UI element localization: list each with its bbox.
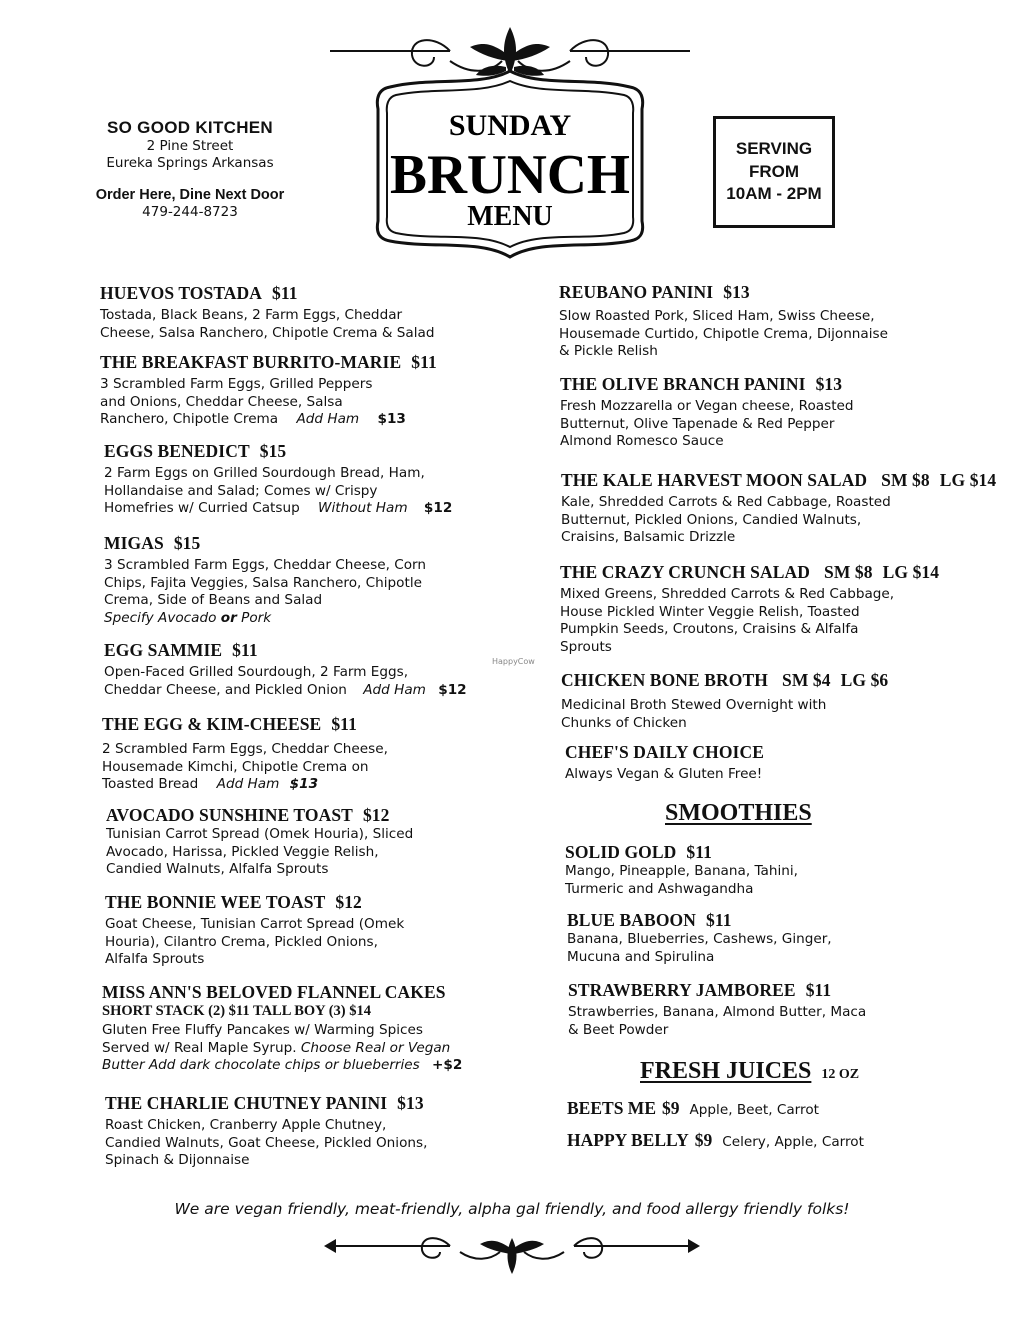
item-desc-line: Ranchero, Chipotle Crema bbox=[100, 411, 279, 428]
item-price: $12 bbox=[335, 892, 362, 912]
juices-title: FRESH JUICES bbox=[640, 1058, 812, 1084]
item-desc-line: Always Vegan & Gluten Free! bbox=[565, 766, 763, 782]
juice-ingredients: Celery, Apple, Carrot bbox=[722, 1134, 864, 1150]
menu-item-chicken-bone-broth bbox=[561, 670, 888, 732]
item-desc-line: Gluten Free Fluffy Pancakes w/ Warming Spices bbox=[102, 1022, 423, 1038]
item-price: $11 bbox=[411, 352, 437, 372]
item-desc-line: Turmeric and Ashwagandha bbox=[565, 880, 754, 897]
item-name: MISS ANN'S BELOVED FLANNEL CAKES bbox=[102, 982, 446, 1002]
item-desc-line: Housemade Curtido, Chipotle Crema, Dijonnaise bbox=[559, 325, 888, 342]
item-desc-line: 2 Scrambled Farm Eggs, Cheddar Cheese, bbox=[102, 741, 388, 757]
bottom-ornament bbox=[320, 1228, 704, 1278]
item-desc-line: Hollandaise and Salad; Comes w/ Crispy bbox=[104, 482, 378, 499]
address-line-2: Eureka Springs Arkansas bbox=[106, 155, 274, 172]
item-price-small: SM $8 bbox=[823, 562, 873, 582]
menu-item-egg-kim-cheese bbox=[102, 714, 388, 794]
title-brunch: BRUNCH bbox=[390, 144, 630, 206]
item-desc-line: Butternut, Olive Tapenade & Red Pepper bbox=[560, 415, 835, 432]
item-name: SOLID GOLD bbox=[565, 842, 677, 862]
item-price-small: SM $8 bbox=[881, 470, 930, 490]
item-desc-line: Candied Walnuts, Alfalfa Sprouts bbox=[106, 861, 329, 878]
menu-item-eggs-benedict bbox=[104, 441, 452, 518]
item-name: THE OLIVE BRANCH PANINI bbox=[560, 374, 806, 394]
item-option-or: or bbox=[220, 609, 237, 626]
smoothie-strawberry-jamboree bbox=[568, 980, 866, 1039]
juice-price: $9 bbox=[694, 1130, 713, 1150]
juice-name: BEETS ME bbox=[567, 1098, 656, 1118]
title-sunday: SUNDAY bbox=[448, 109, 572, 142]
item-price: $11 bbox=[232, 640, 258, 660]
menu-item-charlie-chutney-panini bbox=[105, 1093, 427, 1170]
order-note: Order Here, Dine Next Door bbox=[95, 187, 285, 203]
item-name: THE CRAZY CRUNCH SALAD bbox=[560, 562, 810, 582]
item-price: $11 bbox=[805, 980, 832, 1000]
happycow-watermark: HappyCow bbox=[492, 657, 535, 666]
kitchen-name: SO GOOD KITCHEN bbox=[106, 118, 273, 137]
item-price: $11 bbox=[331, 714, 357, 734]
item-name: THE CHARLIE CHUTNEY PANINI bbox=[105, 1093, 388, 1113]
menu-item-crazy-crunch-salad bbox=[560, 562, 939, 656]
item-desc-italic: Butter Add dark chocolate chips or blueberries bbox=[102, 1057, 420, 1074]
serving-line-3: 10AM - 2PM bbox=[726, 184, 822, 204]
item-desc-line: Open-Faced Grilled Sourdough, 2 Farm Eggs, bbox=[104, 664, 409, 680]
item-desc-line: Butternut, Pickled Onions, Candied Walnuts, bbox=[561, 511, 862, 528]
item-desc-line: Craisins, Balsamic Drizzle bbox=[561, 529, 736, 546]
item-price: $11 bbox=[272, 283, 298, 303]
item-price: $13 bbox=[815, 374, 843, 394]
smoothie-blue-baboon bbox=[567, 910, 832, 966]
item-desc-line: Toasted Bread bbox=[102, 776, 199, 793]
title-menu: MENU bbox=[467, 201, 553, 232]
item-price: $12 bbox=[362, 805, 390, 825]
item-extra-price: $12 bbox=[423, 500, 453, 517]
item-price: $15 bbox=[173, 533, 201, 553]
item-desc-line: Crema, Side of Beans and Salad bbox=[104, 592, 323, 609]
juice-price: $9 bbox=[662, 1098, 680, 1118]
item-name: THE EGG & KIM-CHEESE bbox=[102, 714, 322, 734]
item-price: $13 bbox=[723, 282, 750, 302]
item-desc-line: Tunisian Carrot Spread (Omek Houria), Sliced bbox=[106, 826, 414, 842]
item-name: THE BONNIE WEE TOAST bbox=[105, 892, 326, 912]
item-name: EGGS BENEDICT bbox=[104, 441, 250, 461]
item-name: EGG SAMMIE bbox=[104, 640, 223, 660]
item-desc-line: Served w/ Real Maple Syrup. bbox=[102, 1039, 297, 1056]
item-desc-line: Avocado, Harissa, Pickled Veggie Relish, bbox=[106, 843, 379, 860]
item-extra-label: Add Ham bbox=[363, 681, 426, 698]
item-desc-line: Mixed Greens, Shredded Carrots & Red Cabbage, bbox=[560, 586, 895, 602]
item-desc-line: Alfalfa Sprouts bbox=[105, 951, 205, 968]
smoothie-solid-gold bbox=[565, 842, 798, 898]
item-desc-line: Sprouts bbox=[560, 638, 612, 655]
item-price: $13 bbox=[397, 1093, 424, 1113]
juices-size: 12 OZ bbox=[821, 1067, 860, 1082]
item-desc-line: Almond Romesco Sauce bbox=[560, 433, 724, 450]
item-price-large: LG $14 bbox=[882, 562, 940, 582]
item-name: HUEVOS TOSTADA bbox=[100, 283, 263, 303]
item-desc-italic: Choose Real or Vegan bbox=[300, 1039, 451, 1056]
item-desc-line: Strawberries, Banana, Almond Butter, Maca bbox=[568, 1004, 867, 1020]
menu-item-bonnie-wee-toast bbox=[105, 892, 404, 969]
item-desc-line: Mucuna and Spirulina bbox=[567, 948, 715, 965]
juice-beets-me bbox=[567, 1098, 819, 1119]
menu-item-olive-branch-panini bbox=[560, 374, 854, 451]
item-desc-line: Cheddar Cheese, and Pickled Onion bbox=[104, 681, 347, 698]
menu-item-egg-sammie bbox=[104, 640, 467, 699]
menu-item-breakfast-burrito bbox=[100, 352, 437, 429]
item-desc-line: Tostada, Black Beans, 2 Farm Eggs, Cheddar bbox=[100, 307, 403, 323]
item-extra-label: Without Ham bbox=[318, 500, 408, 517]
item-desc-line: Spinach & Dijonnaise bbox=[105, 1152, 250, 1169]
item-desc-line: 3 Scrambled Farm Eggs, Grilled Peppers bbox=[100, 376, 373, 392]
item-desc-line: Medicinal Broth Stewed Overnight with bbox=[561, 697, 827, 713]
item-name: BLUE BABOON bbox=[567, 910, 696, 930]
item-extra-price: $13 bbox=[377, 411, 406, 428]
juice-happy-belly bbox=[567, 1130, 864, 1151]
juice-ingredients: Apple, Beet, Carrot bbox=[689, 1102, 819, 1118]
item-name: THE BREAKFAST BURRITO-MARIE bbox=[100, 352, 402, 372]
item-desc-line: House Pickled Winter Veggie Relish, Toasted bbox=[560, 603, 860, 620]
item-price: $15 bbox=[259, 441, 287, 461]
item-price: $11 bbox=[705, 910, 732, 930]
fresh-juices-heading bbox=[640, 1058, 859, 1085]
item-name: THE KALE HARVEST MOON SALAD bbox=[561, 470, 868, 490]
item-extra-price: $12 bbox=[438, 681, 467, 698]
item-desc-line: Chips, Fajita Veggies, Salsa Ranchero, Chipotle bbox=[104, 574, 422, 591]
menu-item-migas bbox=[104, 533, 426, 627]
item-price-small: SM $4 bbox=[781, 670, 831, 690]
item-desc-line: Fresh Mozzarella or Vegan cheese, Roasted bbox=[560, 398, 854, 414]
item-desc-line: Housemade Kimchi, Chipotle Crema on bbox=[102, 758, 369, 775]
item-name: CHICKEN BONE BROTH bbox=[561, 670, 768, 690]
menu-item-kale-harvest-moon-salad bbox=[561, 470, 996, 547]
title-ornament-frame bbox=[330, 25, 690, 270]
smoothies-heading: SMOOTHIES bbox=[665, 800, 812, 826]
item-extra-price: $13 bbox=[289, 776, 319, 793]
item-desc-line: Candied Walnuts, Goat Cheese, Pickled Onions, bbox=[105, 1134, 428, 1151]
footer-note: We are vegan friendly, meat-friendly, alpha gal friendly, and food allergy friendly folks! bbox=[174, 1200, 850, 1218]
item-desc-line: & Pickle Relish bbox=[559, 343, 658, 360]
item-option-a: Specify Avocado bbox=[104, 609, 217, 626]
menu-item-reubano-panini bbox=[559, 282, 888, 361]
item-desc-line: Kale, Shredded Carrots & Red Cabbage, Roasted bbox=[561, 494, 891, 510]
serving-line-1: SERVING bbox=[735, 138, 813, 158]
item-price-large: LG $6 bbox=[840, 670, 889, 690]
item-name: MIGAS bbox=[104, 533, 164, 553]
menu-item-avocado-sunshine-toast bbox=[106, 805, 413, 879]
item-sizes: SHORT STACK (2) $11 TALL BOY (3) $14 bbox=[102, 1003, 371, 1019]
menu-item-huevos-tostada bbox=[100, 283, 434, 342]
item-desc-line: Houria), Cilantro Crema, Pickled Onions, bbox=[105, 933, 378, 950]
item-desc-line: Pumpkin Seeds, Croutons, Craisins & Alfalfa bbox=[560, 621, 859, 638]
item-desc-line: Goat Cheese, Tunisian Carrot Spread (Omek bbox=[105, 916, 405, 932]
serving-hours-box bbox=[713, 116, 835, 228]
item-desc-line: Homefries w/ Curried Catsup bbox=[104, 500, 300, 517]
kitchen-info bbox=[60, 117, 320, 221]
item-desc-line: Banana, Blueberries, Cashews, Ginger, bbox=[567, 931, 832, 947]
item-desc-line: Mango, Pineapple, Banana, Tahini, bbox=[565, 863, 798, 879]
item-desc-line: Slow Roasted Pork, Sliced Ham, Swiss Cheese, bbox=[559, 308, 875, 324]
item-extra-label: Add Ham bbox=[296, 411, 360, 428]
item-desc-line: Roast Chicken, Cranberry Apple Chutney, bbox=[105, 1117, 387, 1133]
item-name: CHEF'S DAILY CHOICE bbox=[565, 742, 764, 762]
item-name: AVOCADO SUNSHINE TOAST bbox=[106, 805, 353, 825]
item-desc-line: & Beet Powder bbox=[568, 1021, 669, 1038]
item-price-large: LG $14 bbox=[939, 470, 997, 490]
item-desc-line: Chunks of Chicken bbox=[561, 714, 687, 731]
phone-number: 479-244-8723 bbox=[142, 204, 238, 221]
serving-line-2: FROM bbox=[748, 161, 800, 181]
address-line-1: 2 Pine Street bbox=[146, 138, 234, 155]
item-extra-label: Add Ham bbox=[216, 776, 280, 793]
item-option-b: Pork bbox=[241, 609, 272, 626]
item-extra-price: +$2 bbox=[432, 1057, 463, 1074]
menu-item-flannel-cakes bbox=[102, 982, 462, 1075]
item-desc-line: 3 Scrambled Farm Eggs, Cheddar Cheese, Corn bbox=[104, 557, 427, 573]
item-name: STRAWBERRY JAMBOREE bbox=[568, 980, 796, 1000]
item-desc-line: 2 Farm Eggs on Grilled Sourdough Bread, Ham, bbox=[104, 465, 425, 481]
item-price: $11 bbox=[686, 842, 712, 862]
juice-name: HAPPY BELLY bbox=[567, 1130, 689, 1150]
menu-item-chefs-daily-choice bbox=[565, 742, 764, 784]
item-desc-line: Cheese, Salsa Ranchero, Chipotle Crema & Salad bbox=[100, 324, 435, 341]
item-name: REUBANO PANINI bbox=[559, 282, 714, 302]
item-desc-line: and Onions, Cheddar Cheese, Salsa bbox=[100, 393, 343, 410]
